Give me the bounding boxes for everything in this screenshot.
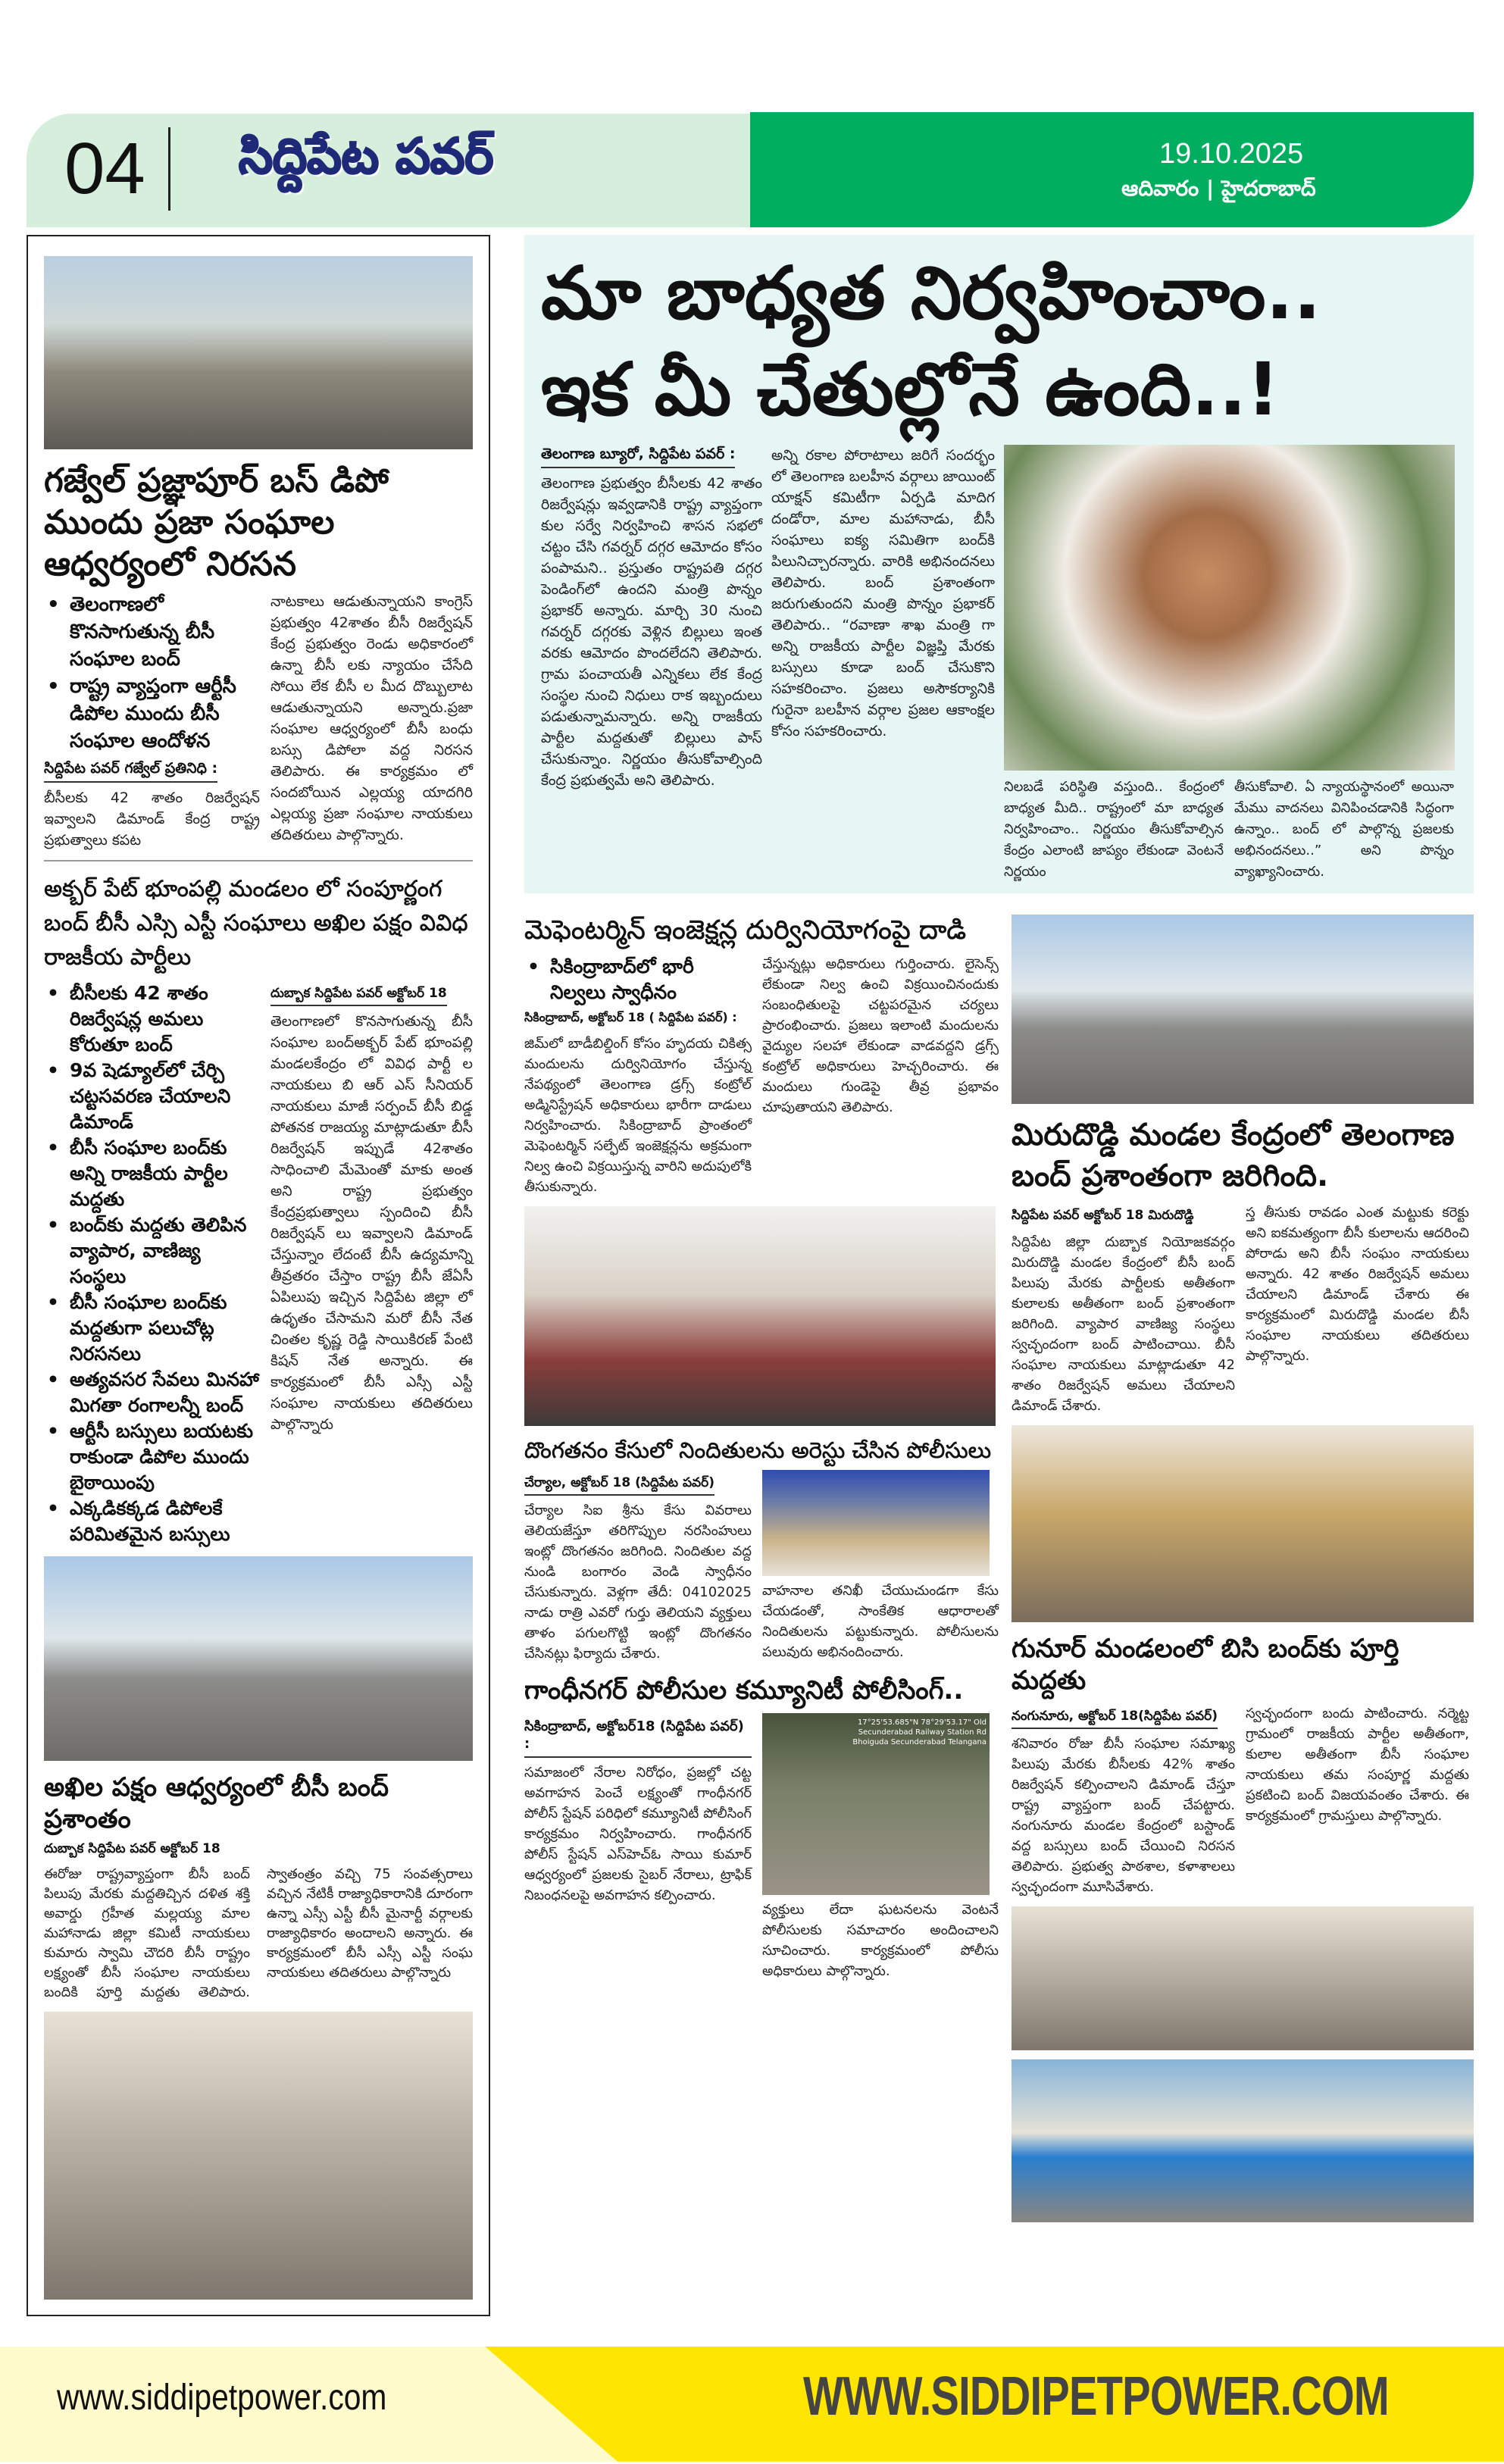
bullet-item: • ఆర్టీసీ బస్సులు బయటకు రాకుండా డిపోల ముందు బైఠాయింపు <box>44 1418 260 1496</box>
body-gajwel-right: నాటకాలు ఆడుతున్నాయని కాంగ్రెస్ ప్రభుత్వం 42శాతం బీసీ రిజర్వేషన్ కేంద్ర ప్రభుత్వం రెండు అధికారంలో ఉన్నా బీసీ లకు న్యాయం చేసేది సోయి లేక బీసీ ల మీద దొబ్బులాట ఆడుతున్నాయని అన్నారు.ప్రజా సంఘాల ఆధ్వర్యంలో బీసీ బంధు బస్సు డిపోలా వద్ద నిరసన తెలిపారు. ఈ కార్యక్రమం లో సందబోయిన ఎల్లయ్య యాదగిరి ఎల్లయ్య ప్రజా సంఘాల నాయకులు తదితరులు పాల్గొన్నారు. <box>270 593 473 843</box>
headline-akhila: అఖిల పక్షం ఆధ్వర్యంలో బీసీ బంద్ ప్రశాంతం <box>44 1771 389 1835</box>
feature-right-stack <box>1004 445 1455 883</box>
body-feature-col1: తెలంగాణ ప్రభుత్వం బీసీలకు 42 శాతం రిజర్వేషన్లు ఇవ్వడానికి రాష్ట్ర వ్యాప్తంగా కుల సర్వే నిర్వహించి శాసన సభలో చట్టం చేసి గవర్నర్ దగ్గర ఆమోదం కోసం పంపామని.. ప్రస్తుతం రాష్ట్రపతి దగ్గర పెండింగ్‌లో ఉందని మంత్రి పొన్నం ప్రభాకర్ అన్నారు. మార్చి 30 నుంచి గవర్నర్ దగ్గరకు వెళ్లిన బిల్లులు ఇంత వరకు ఆమోదం పొందలేదని తెలిపారు. గ్రామ పంచాయతీ ఎన్నికలు లేక కేంద్ర సంస్థల నుంచి నిధులు రాక ఇబ్బందులు పడుతున్నామన్నారు. అన్ని రాజకీయ పార్టీల మద్దతుతో బిల్లులు పాస్ చేసుకున్నాం. నిర్ణయం తీసుకోవాల్సింది కేంద్ర ప్రభుత్వమే అని తెలిపారు. <box>541 475 762 790</box>
photo-gps-overlay: 17°25'53.685"N 78°29'53.17" Old Secunderabad Railway Station Rd Bhoiguda Secunderabad Telangana <box>852 1718 987 1746</box>
page-number: 04 <box>64 128 145 209</box>
dateline-feature: తెలంగాణ బ్యూరో, సిద్దిపేట పవర్ : <box>541 445 735 468</box>
body-gunur-right: స్వచ్ఛందంగా బందు పాటించారు. నర్మెట్ట గ్రామంలో రాజకీయ పార్టీల అతీతంగా, కులాల అతీతంగా బీసీ సంఘాల నాయకులు తమ సంపూర్ణ మద్దతు ప్రకటించి బంద్ విజయవంతం చేశారు. ఈ కార్యక్రమంలో గ్రామస్తులు పాల్గొన్నారు. <box>1246 1705 1469 1824</box>
dateline-gajwel: సిద్దిపేట పవర్ గజ్వేల్ ప్రతినిధి : <box>44 759 217 783</box>
page-columns <box>27 0 1504 2316</box>
dateline-gandhinagar: సికింద్రాబాద్, అక్టోబర్18 (సిద్దిపేట పవర్) : <box>524 1718 752 1758</box>
gajwel-left-stack <box>44 591 260 851</box>
theft-text-row <box>524 1470 1000 1664</box>
mephentermine-text-row <box>524 954 1000 1197</box>
photo-akhila-group <box>44 2012 473 2300</box>
headline-mirudoddi: మిరుదొడ్డి మండల కేంద్రంలో తెలంగాణ బంద్ ప్రశాంతంగా జరిగింది. <box>1012 1118 1455 1194</box>
headline-theft: దొంగతనం కేసులో నిందితులను అరెస్టు చేసిన పోలీసులు <box>524 1437 992 1463</box>
photo-mirudoddi-bandh <box>1012 915 1474 1104</box>
akbarpet-right-stack <box>270 980 473 1547</box>
headline-mephentermine: మెఫెంటర్మిన్ ఇంజెక్షన్ల దుర్వినియోగంపై దాడి <box>524 915 967 946</box>
feature-caption-row <box>1004 777 1455 883</box>
body-feature-col2: అన్ని రకాల పోరాటాలు జరిగే సందర్భం లో తెలంగాణ బలహీన వర్గాలు జాయింట్ యాక్షన్ కమిటీగా ఏర్పడి మాదిగ దండోరా, మాల మహానాడు, బీసీ సంఘాలు ఐక్య సమితిగా బంద్‌కి పిలునిచ్చారన్నారు. వారికి అభినందనలు తెలిపారు. బంద్ ప్రశాంతంగా జరుగుతుందని మంత్రి పొన్నం ప్రభాకర్ తెలిపారు.. “రవాణా శాఖ మంత్రి గా అన్ని రాజకీయ పార్టీల విజ్ఞప్తి మేరకు బస్సులు కూడా బంద్ చేసుకొని సహకరించాం. ప్రజలు అసౌకర్యానికి గురైనా బలహీన వర్గాల ప్రజల ఆకాంక్షల కోసం సహకరించారు. <box>771 447 995 740</box>
bullet-item: • బంద్‌కు మద్దతు తెలిపిన వ్యాపార, వాణిజ్య సంస్థలు <box>44 1212 260 1290</box>
photo-police-officers <box>762 1470 990 1576</box>
gandhinagar-text-row <box>524 1713 1000 1981</box>
bullet-item: • ఎక్కడికక్కడ డిపోలకే పరిమితమైన బస్సులు <box>44 1496 260 1547</box>
footer-website-banner[interactable]: WWW.SIDDIPETPOWER.COM <box>803 2366 1389 2427</box>
body-gandhinagar-right: వ్యక్తులు లేదా ఘటనలను వెంటనే పోలీసులకు సమాచారం అందించాలని సూచించారు. కార్యక్రమంలో పోలీసు అధికారులు పాల్గొన్నారు. <box>762 1901 999 1979</box>
dateline-mephentermine: సికింద్రాబాద్, అక్టోబర్ 18 ( సిద్దిపేట పవర్) : <box>524 1010 737 1025</box>
body-mephentermine-right: చేస్తున్నట్లు అధికారులు గుర్తించారు. లైసెన్స్ లేకుండా నిల్వ ఉంచి విక్రయించినందుకు సంబంధితులపై చట్టపరమైన చర్యలు ప్రారంభించారు. ప్రజలు ఇలాంటి మందులను వైద్యుల సలహా లేకుండా వాడవద్దని డ్రగ్స్ కంట్రోల్ అధికారులు హెచ్చరించారు. ఈ మందులు గుండెపై తీవ్ర ప్రభావం చూపుతాయని తెలిపారు. <box>762 956 999 1116</box>
dateline-mirudoddi: సిద్దిపేట పవర్ అక్టోబర్ 18 మిరుదొడ్డి <box>1012 1208 1194 1224</box>
bullet-item: • బీసీ సంఘాల బంద్‌కు అన్ని రాజకీయ పార్టీల మద్దతు <box>44 1135 260 1212</box>
bullet-item: • సికింద్రాబాద్‌లో భారీ నిల్వలు స్వాధీనం <box>524 954 752 1005</box>
issue-day-city: ఆదివారం | హైదరాబాద్ <box>1121 176 1316 201</box>
body-akhila: ఈరోజు రాష్ట్రవ్యాప్తంగా బీసీ బంద్ పిలుపు మేరకు మద్దతిచ్చిన దళిత శక్తి అవార్డు గ్రహీత మల్లయ్య మాల మహానాడు జిల్లా కమిటీ నాయకులు కుమారు స్వామి చౌదరి బీసీ రాష్ట్రం లక్ష్యంతో బీసీ సంఘాల నాయకులు బందికి పూర్తి మద్దతు తెలిపారు. స్వాతంత్రం వచ్చి 75 సంవత్సరాలు వచ్చిన నేటికీ రాజ్యాధికారానికి దూరంగా ఉన్నా ఎస్సీ ఎస్టీ బీసీ మైనార్టీ వర్గాలకు రాజ్యాధికారం అందాలని అన్నారు. ఈ కార్యక్రమంలో బీసీ ఎస్సీ ఎస్టీ సంఘ నాయకులు తదితరులు పాల్గొన్నారు <box>44 1865 473 2000</box>
body-gajwel-left: బీసీలకు 42 శాతం రిజర్వేషన్ ఇవ్వాలని డిమాండ్ కేంద్ర రాష్ట్ర ప్రభుత్వాలు కపట <box>44 789 260 849</box>
dateline-akbarpet: దుబ్బాక సిద్దిపేట పవర్ అక్టోబర్ 18 <box>270 985 447 1006</box>
body-gandhinagar-left: సమాజంలో నేరాల నిరోధం, ప్రజల్లో చట్ట అవగాహన పెంచే లక్ష్యంతో గాంధీనగర్ పోలీస్ స్టేషన్ పరిధిలో కమ్యూనిటీ పోలీసింగ్ కార్యక్రమం నిర్వహించారు. గాంధీనగర్ పోలీస్ స్టేషన్ ఎస్‌హెచ్‌ఓ సాయి కుమార్ ఆధ్వర్యంలో ప్రజలకు సైబర్ నేరాలు, ట్రాఫిక్ నిబంధనలపై అవగాహన కల్పించారు. <box>524 1764 752 1903</box>
photo-community-policing <box>762 1713 990 1895</box>
body-mirudoddi-right: స్త తీసుకు రావడం ఎంత మట్టుకు కరెక్టు అని ఐకమత్యంగా బీసీ కులాలను ఆదరించి పోరాడు అని బీసీ సంఘం నాయకులు అన్నారు. 42 శాతం రిజర్వేషన్ అమలు చేయాలని డిమాండ్ చేశారు ఈ కార్యక్రమంలో మిరుదొడ్డి మండల బీసీ సంఘాల నాయకులు తదితరులు పాల్గొన్నారు. <box>1246 1205 1469 1365</box>
body-feature-col3: నిలబడే పరిస్థితి వస్తుంది.. కేంద్రంలో బాధ్యత మీది.. రాష్ట్రంలో మా బాధ్యత నిర్వహించాం.. నిర్ణయం తీసుకోవాల్సిన కేంద్రం ఎలాంటి జాప్యం లేకుండా వెంటనే నిర్ణయం <box>1004 779 1224 880</box>
bullet-item: • బీసీలకు 42 శాతం రిజర్వేషన్ల అమలు కోరుతూ బంద్ <box>44 980 260 1058</box>
feature-text-row <box>541 445 1462 883</box>
bullets-mephentermine <box>524 954 752 1005</box>
photo-mirudoddi-sitin <box>1012 1425 1474 1622</box>
body-theft-right: వాహనాల తనిఖీ చేయుచుండగా కేసు చేయడంతో, సాంకేతిక ఆధారాలతో నిందితులను పట్టుకున్నారు. పోలీసులను పలువురు అభినందించారు. <box>762 1583 999 1661</box>
body-mephentermine-left: జిమ్‌లో బాడీబిల్డింగ్ కోసం హృదయ చికిత్స మందులను దుర్వినియోగం చేస్తున్న నేపథ్యంలో తెలంగాణ డ్రగ్స్ కంట్రోల్ అడ్మినిస్ట్రేషన్ అధికారులు భారీగా దాడులు నిర్వహించారు. సికింద్రాబాద్ ప్రాంతంలో మెఫెంటర్మిన్ సల్ఫేట్ ఇంజెక్షన్లను అక్రమంగా నిల్వ ఉంచి విక్రయిస్తున్న వారిని అదుపులోకి తీసుకున్నారు. <box>524 1035 752 1195</box>
footer-website-link[interactable]: www.siddipetpower.com <box>57 2377 387 2418</box>
feature-col1-stack <box>541 445 762 883</box>
right-area <box>524 235 1474 2222</box>
gunur-text-row <box>1012 1703 1474 1897</box>
mirudoddi-text-row <box>1012 1202 1474 1415</box>
dateline-akhila: దుబ్బాక సిద్దిపేట పవర్ అక్టోబర్ 18 <box>44 1840 220 1856</box>
bullet-item: • రాష్ట్ర వ్యాప్తంగా ఆర్టీసీ డిపోల ముందు బీసీ సంఘాల ఆందోళన <box>44 673 260 755</box>
gajwel-text-row <box>44 591 473 851</box>
gandhinagar-right-stack <box>762 1713 999 1981</box>
akbarpet-text-row <box>44 980 473 1547</box>
photo-minister-ponnam <box>1004 445 1455 771</box>
dateline-theft: చేర్యాల, అక్టోబర్ 18 (సిద్దిపేట పవర్) <box>524 1474 714 1496</box>
photo-gunur-statue <box>1012 1906 1474 2050</box>
newspaper-title: సిద్దిపేట పవర్ <box>239 129 494 185</box>
bullets-akbarpet <box>44 980 260 1547</box>
dateline-gunur: నంగునూరు, అక్టోబర్ 18(సిద్దిపేట పవర్) <box>1012 1708 1218 1729</box>
photo-akbarpet-bandh <box>44 1556 473 1761</box>
photo-drug-seizure <box>524 1206 996 1426</box>
headline-akbarpet: అక్బర్ పేట్ భూంపల్లి మండలం లో సంపూర్ణంగ బంద్ బీసీ ఎస్సి ఎస్టీ సంఘాలు అఖిల పక్షం వివిధ రాజకీయ పార్టీలు <box>44 875 468 971</box>
middle-column <box>524 915 1000 2222</box>
feature-headline-line2: ఇక మీ చేతుల్లోనే ఉంది..! <box>541 346 1280 432</box>
left-column-frame <box>27 235 490 2316</box>
footer <box>0 2347 1504 2462</box>
body-mirudoddi-left: సిద్దిపేట జిల్లా దుబ్బాక నియోజకవర్గం మిరుదొడ్డి మండల కేంద్రంలో బీసీ బంద్ పిలుపు మేరకు పార్టీలకు అతీతంగా కులాలకు అతీతంగా బంద్ ప్రశాంతంగా జరిగింది. వ్యాపార వాణిజ్య సంస్థలు స్వచ్ఛందంగా బంద్ పాటించాయి. బీసీ సంఘాల నాయకులు మాట్లాడుతూ 42 శాతం రిజర్వేషన్ అమలు చేయాలని డిమాండ్ చేశారు. <box>1012 1234 1235 1414</box>
mirudoddi-left-stack <box>1012 1202 1235 1415</box>
feature-box <box>524 235 1474 893</box>
feature-headline-line1: మా బాధ్యత నిర్వహించాం.. <box>541 251 1321 336</box>
right-column <box>1012 915 1474 2222</box>
lower-columns <box>524 915 1474 2222</box>
issue-date: 19.10.2025 <box>1159 138 1304 170</box>
bullet-item: • బీసీ సంఘాల బంద్‌కు మద్దతుగా పలుచోట్ల నిరసనలు <box>44 1290 260 1367</box>
body-theft-left: చేర్యాల సిఐ శ్రీను కేసు వివరాలు తెలియజేస్తూ తరిగొప్పుల నరసింహులు ఇంట్లో దొంగతనం జరిగింది. నిందితుల వద్ద నుండి బంగారం వెండి స్వాధీనం చేసుకున్నారు. వెళ్లగా తేదీ: 04102025 నాడు రాత్రి ఎవరో గుర్తు తెలియని వ్యక్తులు తాళం పగులగొట్టి ఇంట్లో దొంగతనం చేసినట్లు ఫిర్యాదు చేశారు. <box>524 1502 752 1662</box>
body-feature-col4: తీసుకోవాలి. ఏ న్యాయస్థానంలో అయినా మేము వాదనలు వినిపించడానికి సిద్ధంగా ఉన్నాం.. బంద్ లో పాల్గొన్న ప్రజలకు అభినందనలు..” అని పొన్నం వ్యాఖ్యానించారు. <box>1234 779 1454 880</box>
gunur-left-stack <box>1012 1703 1235 1897</box>
mephentermine-left-stack <box>524 954 752 1197</box>
bullets-gajwel <box>44 591 260 755</box>
photo-gunur-depot <box>1012 2059 1474 2222</box>
divider <box>44 860 473 861</box>
body-gunur-left: శనివారం రోజు బీసీ సంఘాల సమాఖ్య పిలుపు మేరకు బీసీలకు 42% శాతం రిజర్వేషన్ కల్పించాలని డిమాండ్ చేస్తూ రాష్ట్ర వ్యాప్తంగా బంద్ చేపట్టారు. నంగునూరు మండల కేంద్రంలో బస్టాండ్ వద్ద బస్సులు బంద్ చేయించి నిరసన తెలిపారు. ప్రభుత్వ పాఠశాల, కళాశాలలు స్వచ్ఛందంగా మూసివేశారు. <box>1012 1735 1235 1895</box>
photo-gajwel-protest <box>44 256 473 449</box>
headline-gandhinagar: గాంధీనగర్ పోలీసుల కమ్యూనిటీ పోలీసింగ్.. <box>524 1675 964 1706</box>
body-akbarpet: తెలంగాణలో కొనసాగుతున్న బీసీ సంఘాల బంద్అక్బర్ పేట్ భూంపల్లి మండలకేంద్రం లో వివిధ పార్టీ ల నాయకులు బి ఆర్ ఎస్ సీనియర్ నాయకులు మాజీ సర్పంచ్ బీసీ బిడ్డ పోతనక రాజయ్య మాట్లాడుతూ బీసీ రిజర్వేషన్ ఇప్పుడే 42శాతం సాధించాలి మేమెంతో మాకు అంత అని రాష్ట్ర ప్రభుత్వం కేంద్రప్రభుత్వాలు స్పందించి బీసీ రిజర్వేషన్ లు ఇవ్వాలని డిమాండ్ చేస్తున్నాం లేదంటే బీసీ ఉద్యమాన్ని తీవ్రతరం చేస్తాం రాష్ట్ర బీసీ జేఏసీ ఏపిలుపు ఇచ్చిన సిద్దిపేట జిల్లా లో ఉధృతం చేసామని మరో బీసీ నేత చింతల కృష్ణ రెడ్డి సాయికిరణ్ పేంటి కిషన్ నేత అన్నారు. ఈ కార్యక్రమంలో బీసీ ఎస్సీ ఎస్టీ సంఘాల నాయకులు తదితరులు పాల్గొన్నారు <box>270 1012 473 1433</box>
bullet-item: • తెలంగాణలో కొనసాగుతున్న బీసీ సంఘాల బంద్ <box>44 591 260 673</box>
headline-gajwel: గజ్వేల్ ప్రజ్ఞాపూర్ బస్ డిపో ముందు ప్రజా సంఘాల ఆధ్వర్యంలో నిరసన <box>44 461 389 583</box>
headline-gunur: గునూర్ మండలంలో బిసి బంద్‌కు పూర్తి మద్దతు <box>1012 1633 1399 1696</box>
bullet-item: • అత్యవసర సేవలు మినహా మిగతా రంగాలన్నీ బంద్ <box>44 1367 260 1418</box>
theft-right-stack <box>762 1470 999 1664</box>
theft-left-stack <box>524 1470 752 1664</box>
bullet-item: • 9వ షెడ్యూల్‌లో చేర్చి చట్టసవరణ చేయాలని డిమాండ్ <box>44 1058 260 1135</box>
gandhinagar-left-stack <box>524 1713 752 1981</box>
